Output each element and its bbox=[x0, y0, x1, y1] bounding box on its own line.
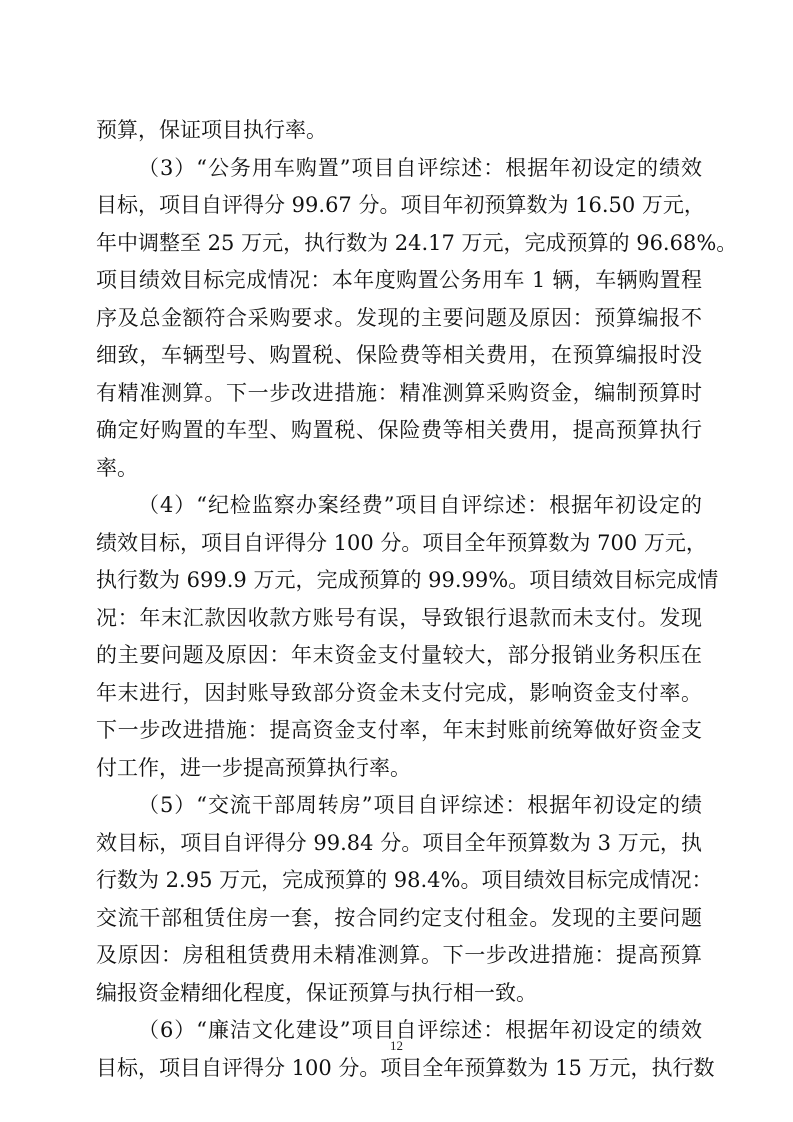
text-line: 预算，保证项目执行率。 bbox=[96, 118, 327, 142]
text-line: 效目标，项目自评得分 99.84 分。项目全年预算数为 3 万元，执 bbox=[96, 830, 702, 855]
text-line: 目标，项目自评得分 100 分。项目全年预算数为 15 万元，执行数 bbox=[96, 1055, 715, 1080]
page-number: 12 bbox=[390, 1038, 403, 1053]
text-line: 序及总金额符合采购要求。发现的主要问题及原因：预算编报不 bbox=[96, 305, 702, 330]
text-line: 率。 bbox=[96, 455, 138, 480]
document-body bbox=[96, 112, 738, 1087]
text-line: 年末进行，因封账导致部分资金未支付完成，影响资金支付率。 bbox=[96, 680, 702, 705]
text-line: 执行数为 699.9 万元，完成预算的 99.99%。项目绩效目标完成情 bbox=[96, 568, 719, 592]
text-line: 下一步改进措施：提高资金支付率，年末封账前统筹做好资金支 bbox=[96, 718, 702, 742]
text-line: 付工作，进一步提高预算执行率。 bbox=[96, 755, 411, 780]
text-line: 确定好购置的车型、购置税、保险费等相关费用，提高预算执行 bbox=[96, 418, 702, 442]
text-line: 有精准测算。下一步改进措施：精准测算采购资金，编制预算时 bbox=[96, 380, 702, 405]
text-line: 年中调整至 25 万元，执行数为 24.17 万元，完成预算的 96.68%。 bbox=[96, 230, 738, 255]
text-line: 绩效目标，项目自评得分 100 分。项目全年预算数为 700 万元， bbox=[96, 530, 707, 555]
text-line: 的主要问题及原因：年末资金支付量较大，部分报销业务积压在 bbox=[96, 643, 702, 667]
text-line: 编报资金精细化程度，保证预算与执行相一致。 bbox=[96, 980, 537, 1005]
paragraph-4-start: （4）“纪检监察办案经费”项目自评综述：根据年初设定的 bbox=[138, 493, 702, 517]
text-line: 及原因：房租租赁费用未精准测算。下一步改进措施：提高预算 bbox=[96, 943, 702, 967]
text-line: 交流干部租赁住房一套，按合同约定支付租金。发现的主要问题 bbox=[96, 905, 702, 930]
paragraph-3-start: （3）“公务用车购置”项目自评综述：根据年初设定的绩效 bbox=[138, 155, 702, 180]
paragraph-6-start: （6）“廉洁文化建设”项目自评综述：根据年初设定的绩效 bbox=[138, 1018, 702, 1042]
text-line: 目标，项目自评得分 99.67 分。项目年初预算数为 16.50 万元， bbox=[96, 193, 705, 217]
text-line: 行数为 2.95 万元，完成预算的 98.4%。项目绩效目标完成情况： bbox=[96, 868, 713, 892]
text-line: 况：年末汇款因收款方账号有误，导致银行退款而未支付。发现 bbox=[96, 605, 702, 630]
text-line: 项目绩效目标完成情况：本年度购置公务用车 1 辆，车辆购置程 bbox=[96, 268, 702, 292]
paragraph-5-start: （5）“交流干部周转房”项目自评综述：根据年初设定的绩 bbox=[138, 793, 702, 817]
text-line: 细致，车辆型号、购置税、保险费等相关费用，在预算编报时没 bbox=[96, 343, 702, 367]
